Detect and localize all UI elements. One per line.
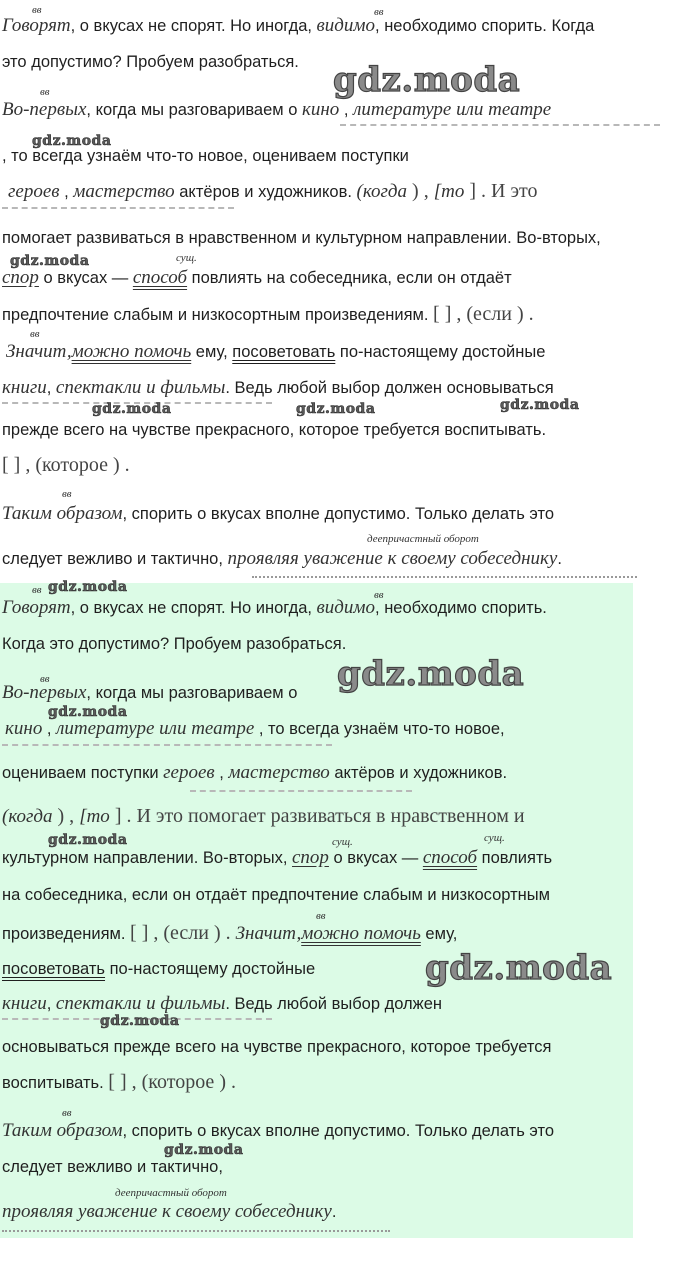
text-line: следует вежливо и тактично, — [2, 1158, 223, 1176]
text-line: Значит,можно помочь ему, посоветовать по-настоящему достойные — [6, 341, 546, 362]
mark-sushch: сущ. — [176, 252, 197, 264]
text-line: Когда это допустимо? Пробуем разобраться. — [2, 635, 347, 653]
text-line: героев , мастерство актёров и художников. (когда ) , [то ] . И это — [8, 180, 538, 202]
mark-vv: вв — [30, 328, 40, 340]
text-line: воспитывать. [ ] , (которое ) . — [2, 1071, 236, 1093]
text-line: это допустимо? Пробуем разобраться. — [2, 53, 299, 71]
watermark: gdz.moda — [10, 253, 90, 269]
watermark: gdz.moda — [100, 1013, 180, 1029]
text-line: Говорят, о вкусах не спорят. Но иногда, видимо, необходимо спорить. — [2, 597, 547, 618]
watermark: gdz.moda — [296, 401, 376, 417]
watermark: gdz.moda — [92, 401, 172, 417]
text-line: проявляя уважение к своему собеседнику. — [2, 1201, 337, 1222]
text-line: Таким образом, спорить о вкусах вполне допустимо. Только делать это — [2, 1120, 554, 1141]
text-line: книги, спектакли и фильмы. Ведь любой выбор должен основываться — [2, 377, 554, 398]
text-line: книги, спектакли и фильмы. Ведь любой выбор должен — [2, 993, 442, 1014]
mark-vv: вв — [374, 589, 384, 601]
text-line: на собеседника, если он отдаёт предпочтение слабым и низкосортным — [2, 886, 550, 904]
text-line: спор о вкусах — способ повлиять на собеседника, если он отдаёт — [2, 267, 512, 288]
mark-sushch: сущ. — [332, 836, 353, 848]
watermark: gdz.moda — [48, 579, 128, 595]
mark-sushch: сущ. — [484, 832, 505, 844]
mark-vv: вв — [40, 86, 50, 98]
text-line: предпочтение слабым и низкосортным произведениям. [ ] , (если ) . — [2, 303, 534, 325]
text-line: следует вежливо и тактично, проявляя уважение к своему собеседнику. — [2, 548, 562, 569]
watermark: gdz.moda — [337, 654, 525, 694]
text-line: кино , литературе или театре , то всегда узнаём что-то новое, — [5, 718, 505, 739]
mark-vv: вв — [374, 6, 384, 18]
watermark: gdz.moda — [32, 133, 112, 149]
text-line: [ ] , (которое ) . — [2, 454, 130, 476]
watermark: gdz.moda — [48, 832, 128, 848]
mark-deepr: деепричастный оборот — [367, 533, 479, 545]
mark-vv: вв — [32, 584, 42, 596]
text-line: , то всегда узнаём что-то новое, оцениваем поступки — [2, 147, 409, 165]
text-line: посоветовать по-настоящему достойные — [2, 960, 316, 978]
text-line: Во-первых, когда мы разговариваем о — [2, 682, 298, 703]
text-line: Таким образом, спорить о вкусах вполне допустимо. Только делать это — [2, 503, 554, 524]
text-line: прежде всего на чувстве прекрасного, которое требуется воспитывать. — [2, 421, 547, 439]
watermark: gdz.moda — [333, 60, 521, 100]
text-line: Во-первых, когда мы разговариваем о кино , литературе или театре — [2, 99, 552, 120]
mark-vv: вв — [62, 488, 72, 500]
mark-vv: вв — [316, 910, 326, 922]
text-line: (когда ) , [то ] . И это помогает развиваться в нравственном и — [2, 805, 525, 827]
text-line: оцениваем поступки героев , мастерство актёров и художников. — [2, 762, 508, 783]
mark-deepr: деепричастный оборот — [115, 1187, 227, 1199]
watermark: gdz.moda — [425, 948, 613, 988]
text-line: Говорят, о вкусах не спорят. Но иногда, видимо, необходимо спорить. Когда — [2, 15, 595, 36]
text-line: произведениям. [ ] , (если ) . Значит,можно помочь ему, — [2, 922, 458, 944]
mark-vv: вв — [40, 673, 50, 685]
mark-vv: вв — [62, 1107, 72, 1119]
watermark: gdz.moda — [48, 704, 128, 720]
watermark: gdz.moda — [164, 1142, 244, 1158]
text-line: основываться прежде всего на чувстве прекрасного, которое требуется — [2, 1038, 552, 1056]
watermark: gdz.moda — [500, 397, 580, 413]
text-line: помогает развиваться в нравственном и культурном направлении. Во-вторых, — [2, 229, 601, 247]
text-line: культурном направлении. Во-вторых, спор о вкусах — способ повлиять — [2, 847, 553, 868]
mark-vv: вв — [32, 4, 42, 16]
